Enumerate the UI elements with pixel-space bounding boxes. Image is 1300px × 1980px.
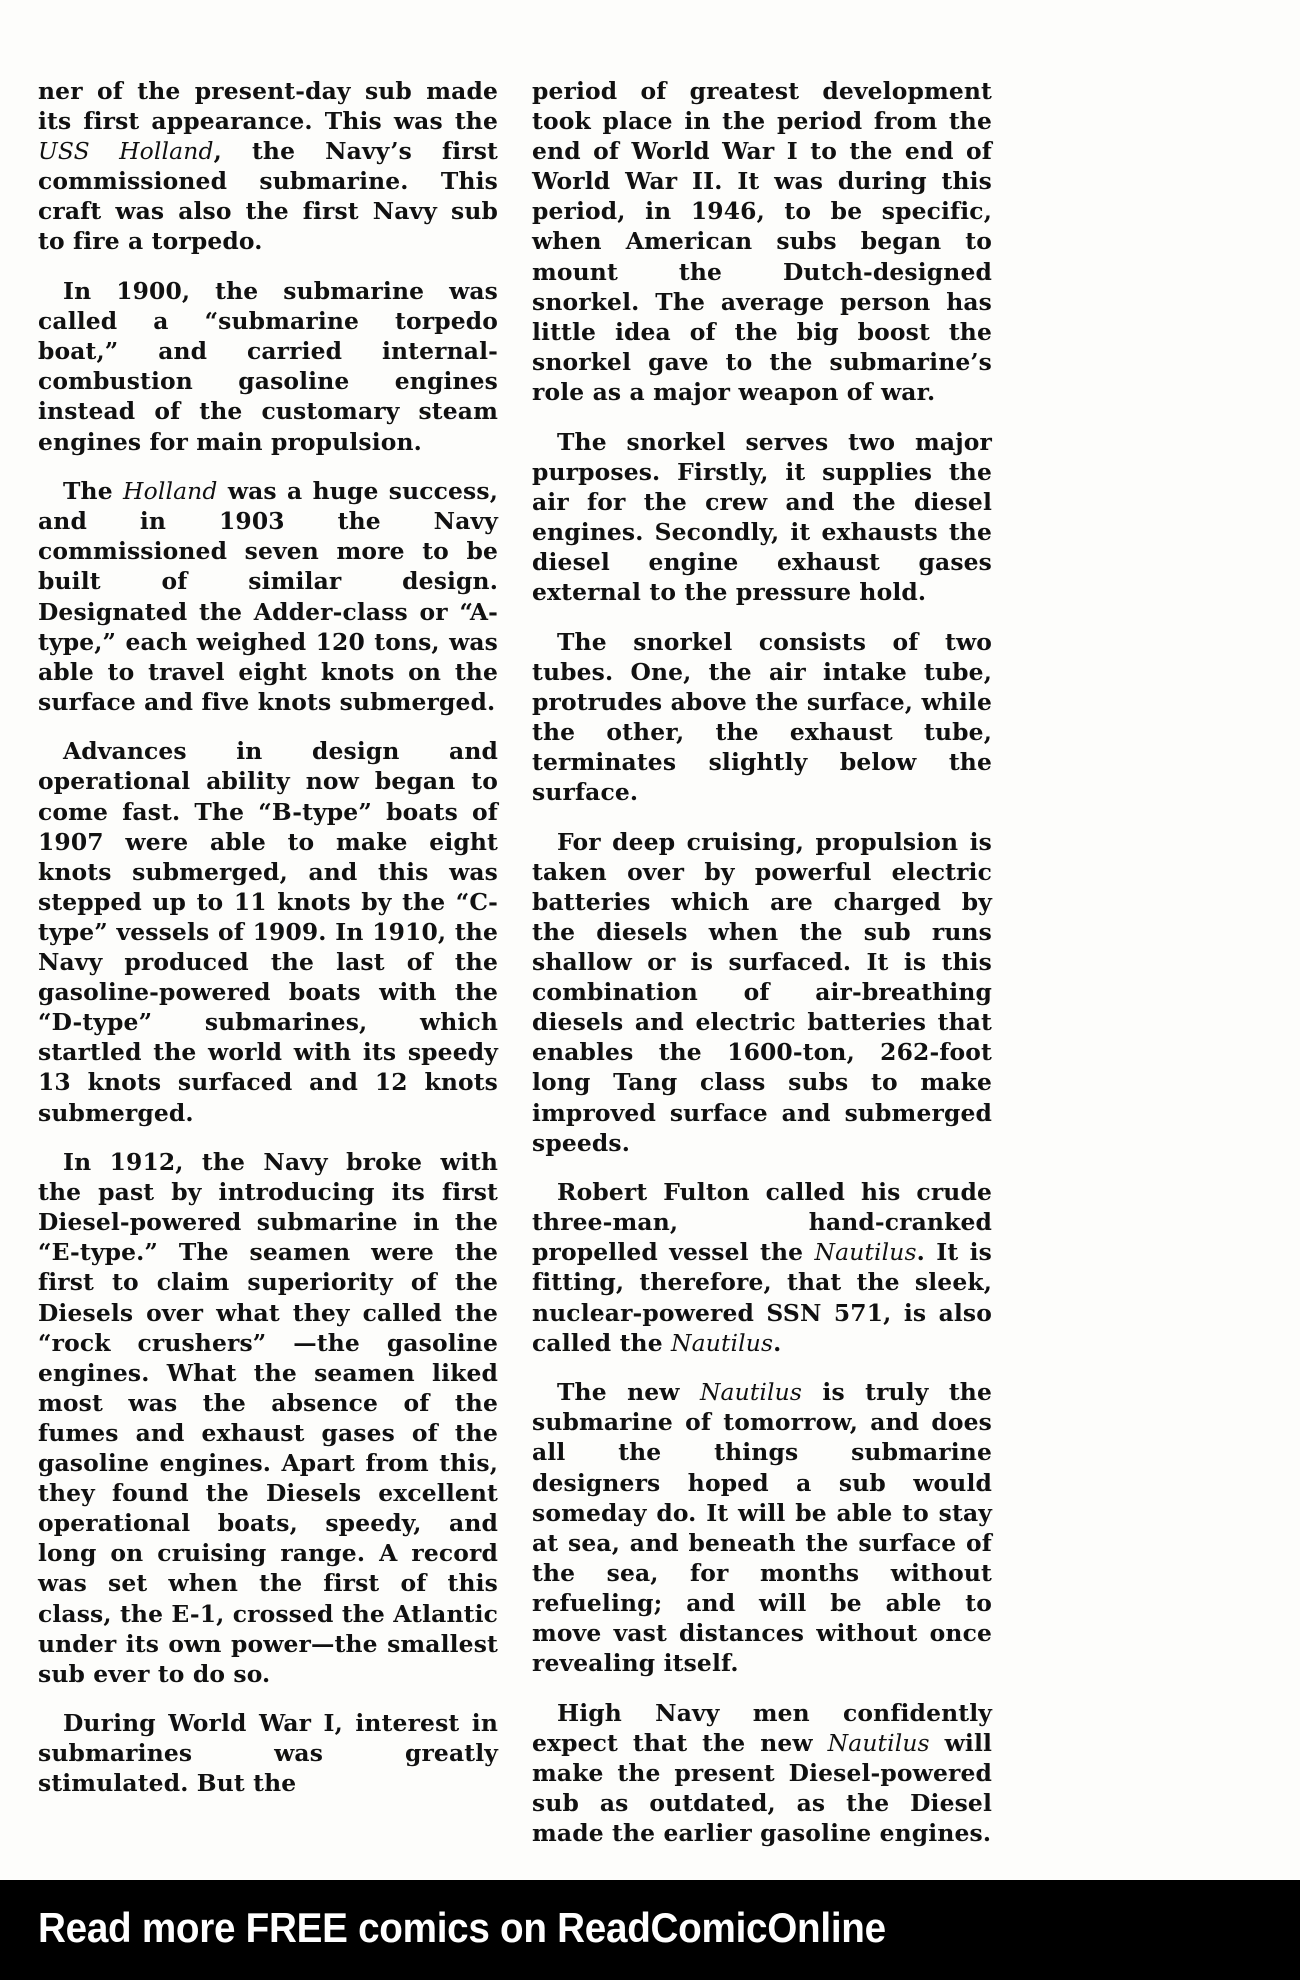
paragraph-text: is truly the submarine of tomorrow, and does all the things submarine designers hoped a sub would someday do. It will be able to stay at sea, and beneath the surface of the sea, for months without refueling; and will be able to move vast distances without once revealing itself. [532, 1378, 992, 1678]
paragraph-text: The snorkel serves two major purposes. Firstly, it supplies the air for the crew and the diesel engines. Secondly, it exhausts the diesel engine exhaust gases external to the pressure hold. [532, 427, 992, 606]
paragraph-text: High Navy men confidently expect that the new [532, 1698, 992, 1757]
right-text-column [532, 76, 992, 1868]
article-paragraph [532, 827, 992, 1158]
article-paragraph [38, 276, 498, 457]
paragraph-text: , the Navy’s first commissioned submarine. This craft was also the first Navy sub to fire a torpedo. [38, 137, 498, 256]
left-text-column [38, 76, 498, 1818]
promo-banner[interactable] [0, 1880, 1300, 1980]
italic-ship-name: Holland [123, 477, 218, 506]
paragraph-text: will make the present Diesel-powered sub as outdated, as the Diesel made the earlier gasoline engines. [532, 1728, 993, 1848]
paragraph-text: The new [557, 1378, 700, 1407]
paragraph-text: was a huge success, and in 1903 the Navy commissioned seven more to be built of similar design. Designated the Adder-class or “A-type,” each weighed 120 tons, was able to travel eight knots on the surface and five knots submerged. [38, 477, 498, 716]
paragraph-text: The [63, 477, 124, 506]
paragraph-text: . It is fitting, therefore, that the sleek, nuclear-powered SSN 571, is also called the [532, 1238, 992, 1357]
article-paragraph [532, 627, 992, 808]
paragraph-text: Robert Fulton called his crude three-man, hand-cranked propelled vessel the [532, 1178, 992, 1267]
italic-ship-name: Nautilus [827, 1728, 930, 1757]
article-paragraph [532, 427, 992, 608]
paragraph-text: ner of the present-day sub made its first appearance. This was the [38, 77, 498, 136]
article-paragraph [532, 1377, 992, 1678]
promo-banner-text[interactable]: Read more FREE comics on ReadComicOnline [38, 1904, 886, 1951]
paragraph-text: The snorkel consists of two tubes. One, the air intake tube, protrudes above the surface, while the other, the exhaust tube, terminates slightly below the surface. [532, 627, 992, 807]
italic-ship-name: Nautilus [699, 1378, 803, 1407]
paragraph-text: In 1900, the submarine was called a “submarine torpedo boat,” and carried internal-combustion gasoline engines instead of the customary steam engines for main propulsion. [38, 277, 498, 456]
italic-ship-name: Nautilus [814, 1238, 917, 1267]
paragraph-text: . [773, 1328, 782, 1357]
article-paragraph [532, 76, 992, 407]
article-paragraph [532, 1177, 992, 1358]
paragraph-text: During World War I, interest in submarines was greatly stimulated. But the [38, 1709, 498, 1798]
article-paragraph [38, 76, 498, 257]
paragraph-text: Advances in design and operational ability now began to come fast. The “B-type” boats of 1907 were able to make eight knots submerged, and this was stepped up to 11 knots by the “C-type” vessels of 1909. In 1910, the Navy produced the last of the gasoline-powered boats with the “D-type” submarines, which startled the world with its speedy 13 knots surfaced and 12 knots submerged. [38, 737, 498, 1127]
article-paragraph [38, 476, 498, 717]
paragraph-text: period of greatest development took place in the period from the end of World War I to the end of World War II. It was during this period, in 1946, to be specific, when American subs began to mount the Dutch-designed snorkel. The average person has little idea of the big boost the snorkel gave to the submarine’s role as a major weapon of war. [532, 77, 992, 406]
italic-ship-name: USS Holland [38, 137, 214, 166]
paragraph-text: In 1912, the Navy broke with the past by introducing its first Diesel-powered submarine in the “E-type.” The seamen were the first to claim superiority of the Diesels over what they called the “rock crushers” —the gasoline engines. What the seamen liked most was the absence of the fumes and exhaust gases of the gasoline engines. Apart from this, they found the Diesels excellent operational boats, speedy, and long on cruising range. A record was set when the first of this class, the E-1, crossed the Atlantic under its own power—the smallest sub ever to do so. [38, 1148, 498, 1688]
article-paragraph [38, 736, 498, 1127]
article-paragraph [532, 1698, 992, 1848]
italic-ship-name: Nautilus [671, 1328, 774, 1357]
article-paragraph [38, 1708, 498, 1798]
article-paragraph [38, 1147, 498, 1689]
paragraph-text: For deep cruising, propulsion is taken over by powerful electric batteries which are charged by the diesels when the sub runs shallow or is surfaced. It is this combination of air-breathing diesels and electric batteries that enables the 1600-ton, 262-foot long Tang class subs to make improved surface and submerged speeds. [532, 827, 992, 1157]
